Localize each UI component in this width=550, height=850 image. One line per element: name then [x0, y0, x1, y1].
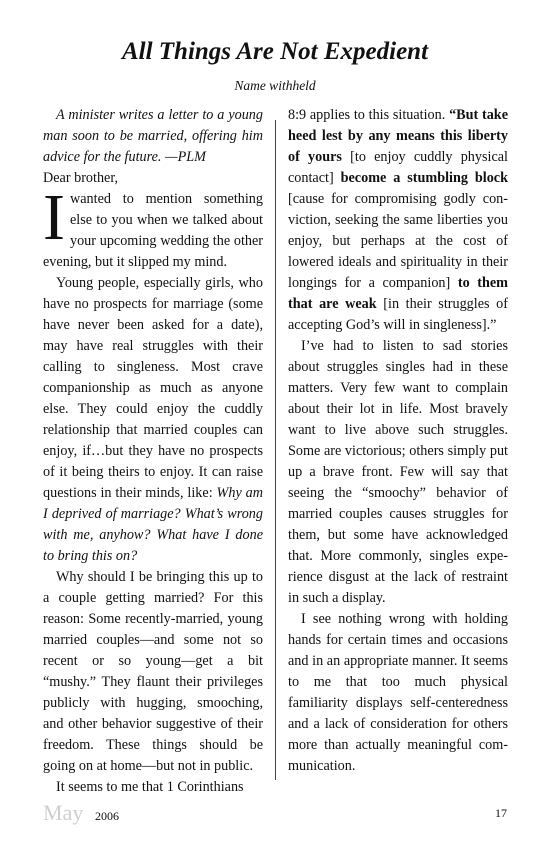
right-column [288, 105, 508, 777]
scripture-gloss-1: [to enjoy cuddly physical contact] [288, 149, 508, 186]
paragraph-2-questions: Why am I deprived of marriage? What’s wrong with me, anyhow? What have I done to bring this on? [43, 485, 263, 564]
column-divider [275, 120, 276, 780]
scripture-gloss-2: [cause for compromising godly conviction, seeking the same liberties you enjoy, but perhaps at the cost of lowered ideals and spirituality in their longings for a companion] [288, 191, 508, 291]
paragraph-2-text: Young people, especially girls, who have no prospects for marriage (some have never been asked for a date), may have real struggles with their calling to singleness. Most crave companionship as much as anyone else. They could enjoy the cuddly relationship that married couples can enjoy, if…but they have no prospects of it being theirs to enjoy. It can raise questions in their minds, like: [43, 275, 263, 501]
paragraph-1 [43, 181, 263, 273]
paragraph-2 [43, 273, 263, 567]
footer-month: May [43, 800, 84, 825]
paragraph-6: I see nothing wrong with holding hands for certain times and occasions and in an appropriate manner. It seems to me that too much physical familiarity displays self-centeredness and a lack of consideration for others more than actually meaningful communication. [288, 611, 508, 774]
scripture-ref-text: 8:9 applies to this situation. [288, 107, 450, 123]
drop-cap: I [43, 181, 65, 254]
intro-note: A minister writes a letter to a young man soon to be married, offering him advice for the future. —PLM [43, 107, 263, 165]
footer-year: 2006 [95, 809, 119, 823]
salutation: Dear brother, [43, 170, 119, 186]
paragraph-4-continued [288, 105, 508, 336]
byline: Name withheld [234, 78, 316, 93]
left-column [43, 105, 263, 798]
paragraph-3: Why should I be bringing this up to a couple getting married? For this reason: Some recently-married, young married couples—and some not so recent or so young—get a bit “mushy.” They flaunt their privileges publicly with hugging, smooching, and other behavior suggestive of their freedom. These things should be going on at home—but not in public. [43, 569, 263, 774]
scripture-bold-3: to them that are weak [288, 275, 508, 312]
page-number: 17 [495, 806, 507, 820]
article-title: All Things Are Not Expedient [121, 38, 429, 65]
scripture-gloss-3: [in their struggles of accepting God’s will in singleness].” [288, 296, 508, 333]
paragraph-5: I’ve had to listen to sad stories about struggles singles had in these matters. Very few want to complain about their lot in life. Most bravely want to live above such struggles. Some are victorious; others simply put up a brave front. Few will say that seeing the “smoochy” behavior of married couples causes struggles for them, but some have acknowledged that. More commonly, singles experience disgust at the lack of restraint in such a display. [288, 338, 508, 606]
paragraph-4: It seems to me that 1 Corinthians [56, 779, 244, 795]
scripture-bold-2: become a stumbling block [340, 170, 508, 186]
paragraph-1-text: wanted to mention something else to you when we talked about your upcoming wedding the other evening, but it slipped my mind. [43, 191, 263, 270]
scripture-bold-1: “But take heed lest by any means this liberty of yours [288, 107, 508, 165]
